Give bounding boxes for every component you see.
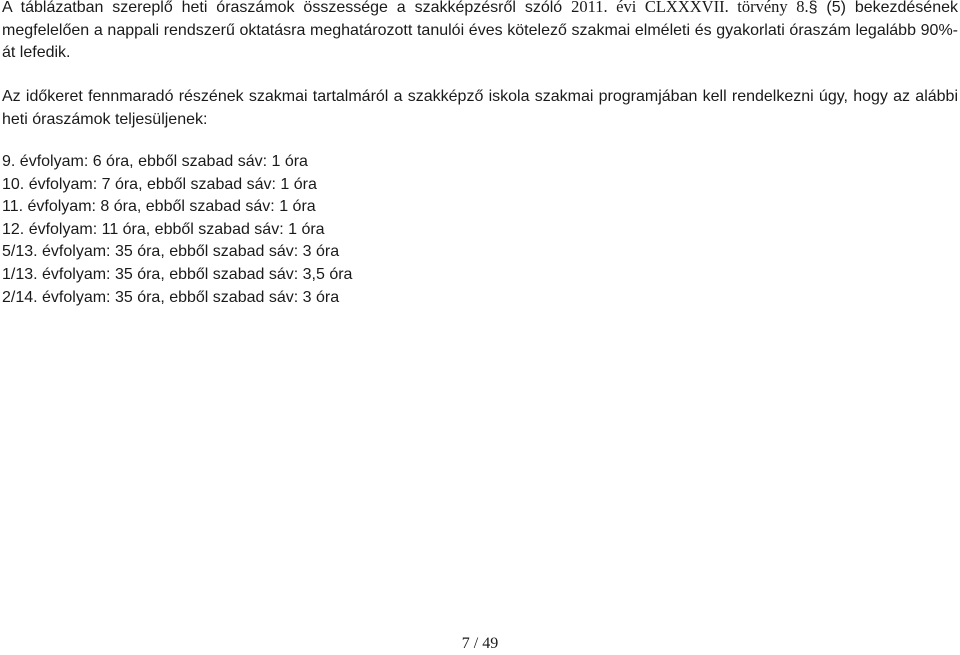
list-item: 11. évfolyam: 8 óra, ebből szabad sáv: 1 óra bbox=[2, 198, 316, 216]
list-item: 9. évfolyam: 6 óra, ebből szabad sáv: 1 óra bbox=[2, 153, 308, 170]
law-reference: 2011. évi CLXXXVII. törvény 8. bbox=[571, 0, 809, 16]
list-item: 10. évfolyam: 7 óra, ebből szabad sáv: 1 óra bbox=[2, 175, 317, 193]
weekly-hours-list bbox=[2, 151, 352, 309]
page-number: 7 / 49 bbox=[461, 635, 499, 652]
list-item: 5/13. évfolyam: 35 óra, ebből szabad sáv: 3 óra bbox=[2, 243, 340, 261]
list-item: 12. évfolyam: 11 óra, ebből szabad sáv: 1 óra bbox=[2, 220, 325, 238]
intro-paragraph bbox=[2, 0, 958, 65]
time-frame-paragraph: Az időkeret fennmaradó részének szakmai tartalmáról a szakképző iskola szakmai programjában kell rendelkezni úgy, hogy az alábbi heti óraszámok teljesüljenek: bbox=[2, 88, 958, 128]
intro-paragraph-part1: A táblázatban szereplő heti óraszámok összessége a szakképzésről szóló bbox=[2, 0, 572, 16]
list-item: 2/14. évfolyam: 35 óra, ebből szabad sáv: 3 óra bbox=[2, 288, 340, 306]
intro-paragraph-part3: § (5) bekezdésének megfelelően a nappali rendszerű oktatásra meghatározott tanulói éves kötelező szakmai elméleti és gyakorlati óraszám legalább 90%-át lefedik. bbox=[2, 0, 959, 61]
list-item: 1/13. évfolyam: 35 óra, ebből szabad sáv: 3,5 óra bbox=[2, 265, 353, 283]
